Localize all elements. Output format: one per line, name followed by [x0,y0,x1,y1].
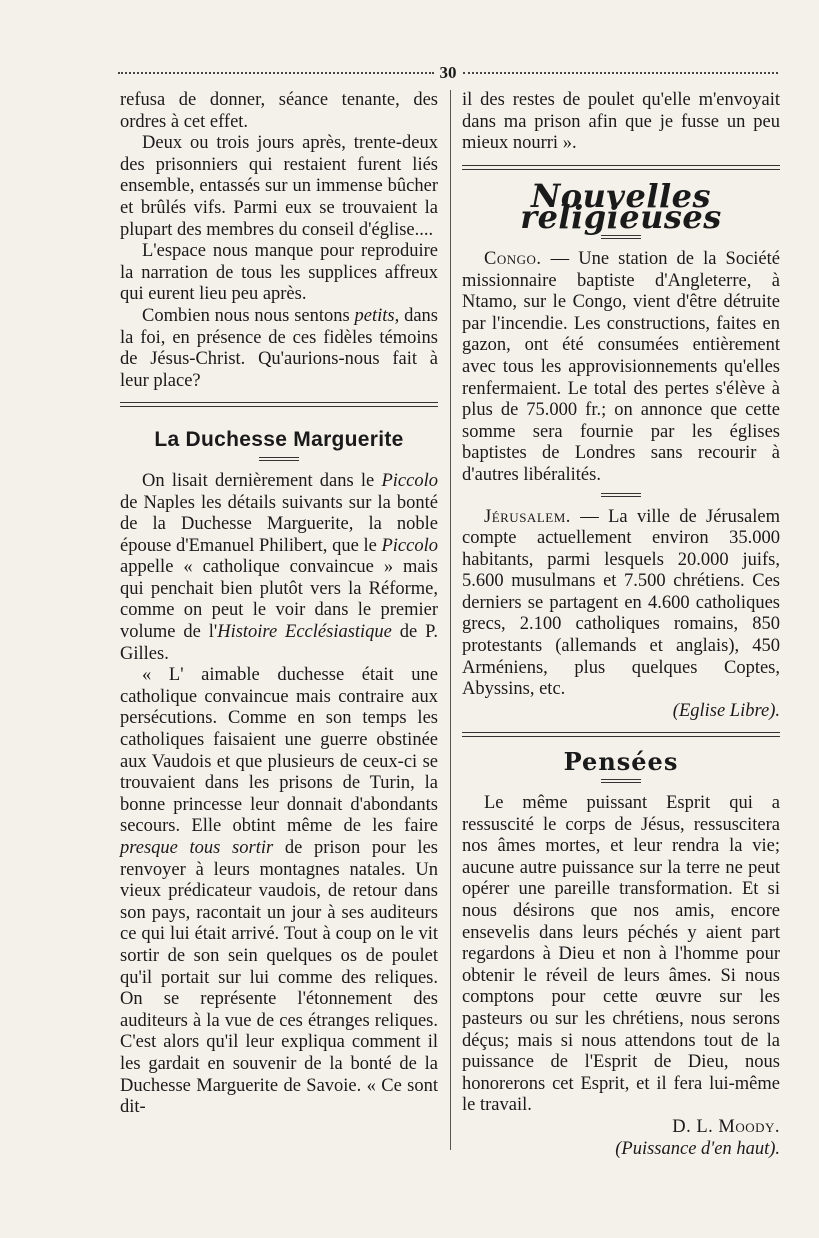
left-column [120,90,438,1119]
source-credit: (Eglise Libre). [672,700,780,721]
page-number: 30 [439,63,457,82]
news-item-congo: Congo. — Une station de la Société missionnaire baptiste d'Angleterre, à Ntamo, sur le Congo, vient d'être détruite par l'incendie. Les constructions, faites en gazon, ont été consumées entièrement avec tous les approvisionnements qu'elles renfermaient. Le total des pertes s'élève à plus de 75.000 fr.; on annonce que cette somme sera fournie par les églises baptistes de Londres sans recourir à d'autres libéralités. [462,248,780,485]
section-title-pensees: Pensées [563,747,679,777]
paragraph: Deux ou trois jours après, trente-deux des prisonniers qui restaient furent liés ensemble, entassés sur un immense bûcher et brûlés vifs. Parmi eux se trouvaient la plupart des membres du conseil d'église.... [120,133,438,240]
paragraph: L'espace nous manque pour reproduire la narration de tous les supplices affreux qui eurent lieu peu après. [120,241,438,305]
short-separator [259,457,299,461]
paragraph: Combien nous nous sentons petits, dans la foi, en présence de ces fidèles témoins de Jésus-Christ. Qu'aurions-nous fait à leur place? [120,305,438,391]
paragraph: On lisait dernièrement dans le Piccolo de Naples les détails suivants sur la bonté de la Duchesse Marguerite, la noble épouse d'Emanuel Philibert, que le Piccolo appelle « catholique convaincue » mais qui penchait bien plutôt vers la Réforme, comme on peut le voir dans le premier volume de l'Histoire Ecclésiastique de P. Gilles. [120,470,438,664]
right-column [462,90,780,1160]
section-rule [462,165,780,170]
news-label: Congo. [484,248,542,269]
column-divider [450,90,451,1150]
news-label: Jérusalem. [484,506,571,527]
header-rule-left [118,72,434,74]
section-title-nouvelles: Nouvelles religieuses [520,176,722,237]
header-rule-right [463,72,779,74]
paragraph: refusa de donner, séance tenante, des ordres à cet effet. [120,90,438,132]
short-separator [601,779,641,783]
author-signature: D. L. Moody. [672,1116,780,1137]
section-rule [120,402,438,407]
short-separator [601,493,641,497]
news-item-jerusalem: Jérusalem. — La ville de Jérusalem compte actuellement environ 35.000 habitants, parmi lesquels 20.000 juifs, 5.600 musulmans et 7.500 chrétiens. Ces derniers se partagent en 4.600 catholiques grecs, 2.100 catholiques romains, 850 protestants (allemands et anglais), 450 Arméniens, plus quelques Coptes, Abyssins, etc. [462,506,780,700]
page-header [118,62,778,84]
section-rule [462,732,780,737]
paragraph: « L' aimable duchesse était une catholique convaincue mais contraire aux persécutions. Comme en son temps les catholiques faisaient une guerre obstinée aux Vaudois et que plusieurs de ceux-ci se trouvaient dans les prisons de Turin, la bonne princesse leur donnait d'abondants secours. Elle obtint même de les faire presque tous sortir de prison pour les renvoyer à leurs montagnes natales. Un vieux prédicateur vaudois, de retour dans son pays, racontait un jour à ses auditeurs ce qui lui était arrivé. Tout à coup on le vit sortir de son sein quelques os de poulet qu'il portait sur lui comme des reliques. On se représente l'étonnement des auditeurs à la vue de ces étranges reliques. C'est alors qu'il leur expliqua comment il les gardait en souvenir de la bonté de la Duchesse Marguerite de Savoie. « Ce sont dit- [120,665,438,1118]
paragraph: Le même puissant Esprit qui a ressuscité le corps de Jésus, ressuscitera nos âmes mortes, et leur rendra la vie; aucune autre puissance sur la terre ne peut opérer une pareille transformation. Et si nous désirons que nos amis, encore ensevelis dans leurs péchés y aient part regardons à Dieu et non à l'homme pour obtenir le réveil de leurs âmes. Si nous comptons pour cette œuvre sur les pasteurs ou sur les chrétiens, nous serons déçus; mais si nous attendons tout de la puissance de l'Esprit de Dieu, nous honorerons cet Esprit, et il fera lui-même le travail. [462,793,780,1116]
paragraph: il des restes de poulet qu'elle m'envoyait dans ma prison afin que je fusse un peu mieux nourri ». [462,90,780,154]
source-credit: (Puissance d'en haut). [615,1138,780,1159]
section-title-duchesse: La Duchesse Marguerite [154,428,404,452]
